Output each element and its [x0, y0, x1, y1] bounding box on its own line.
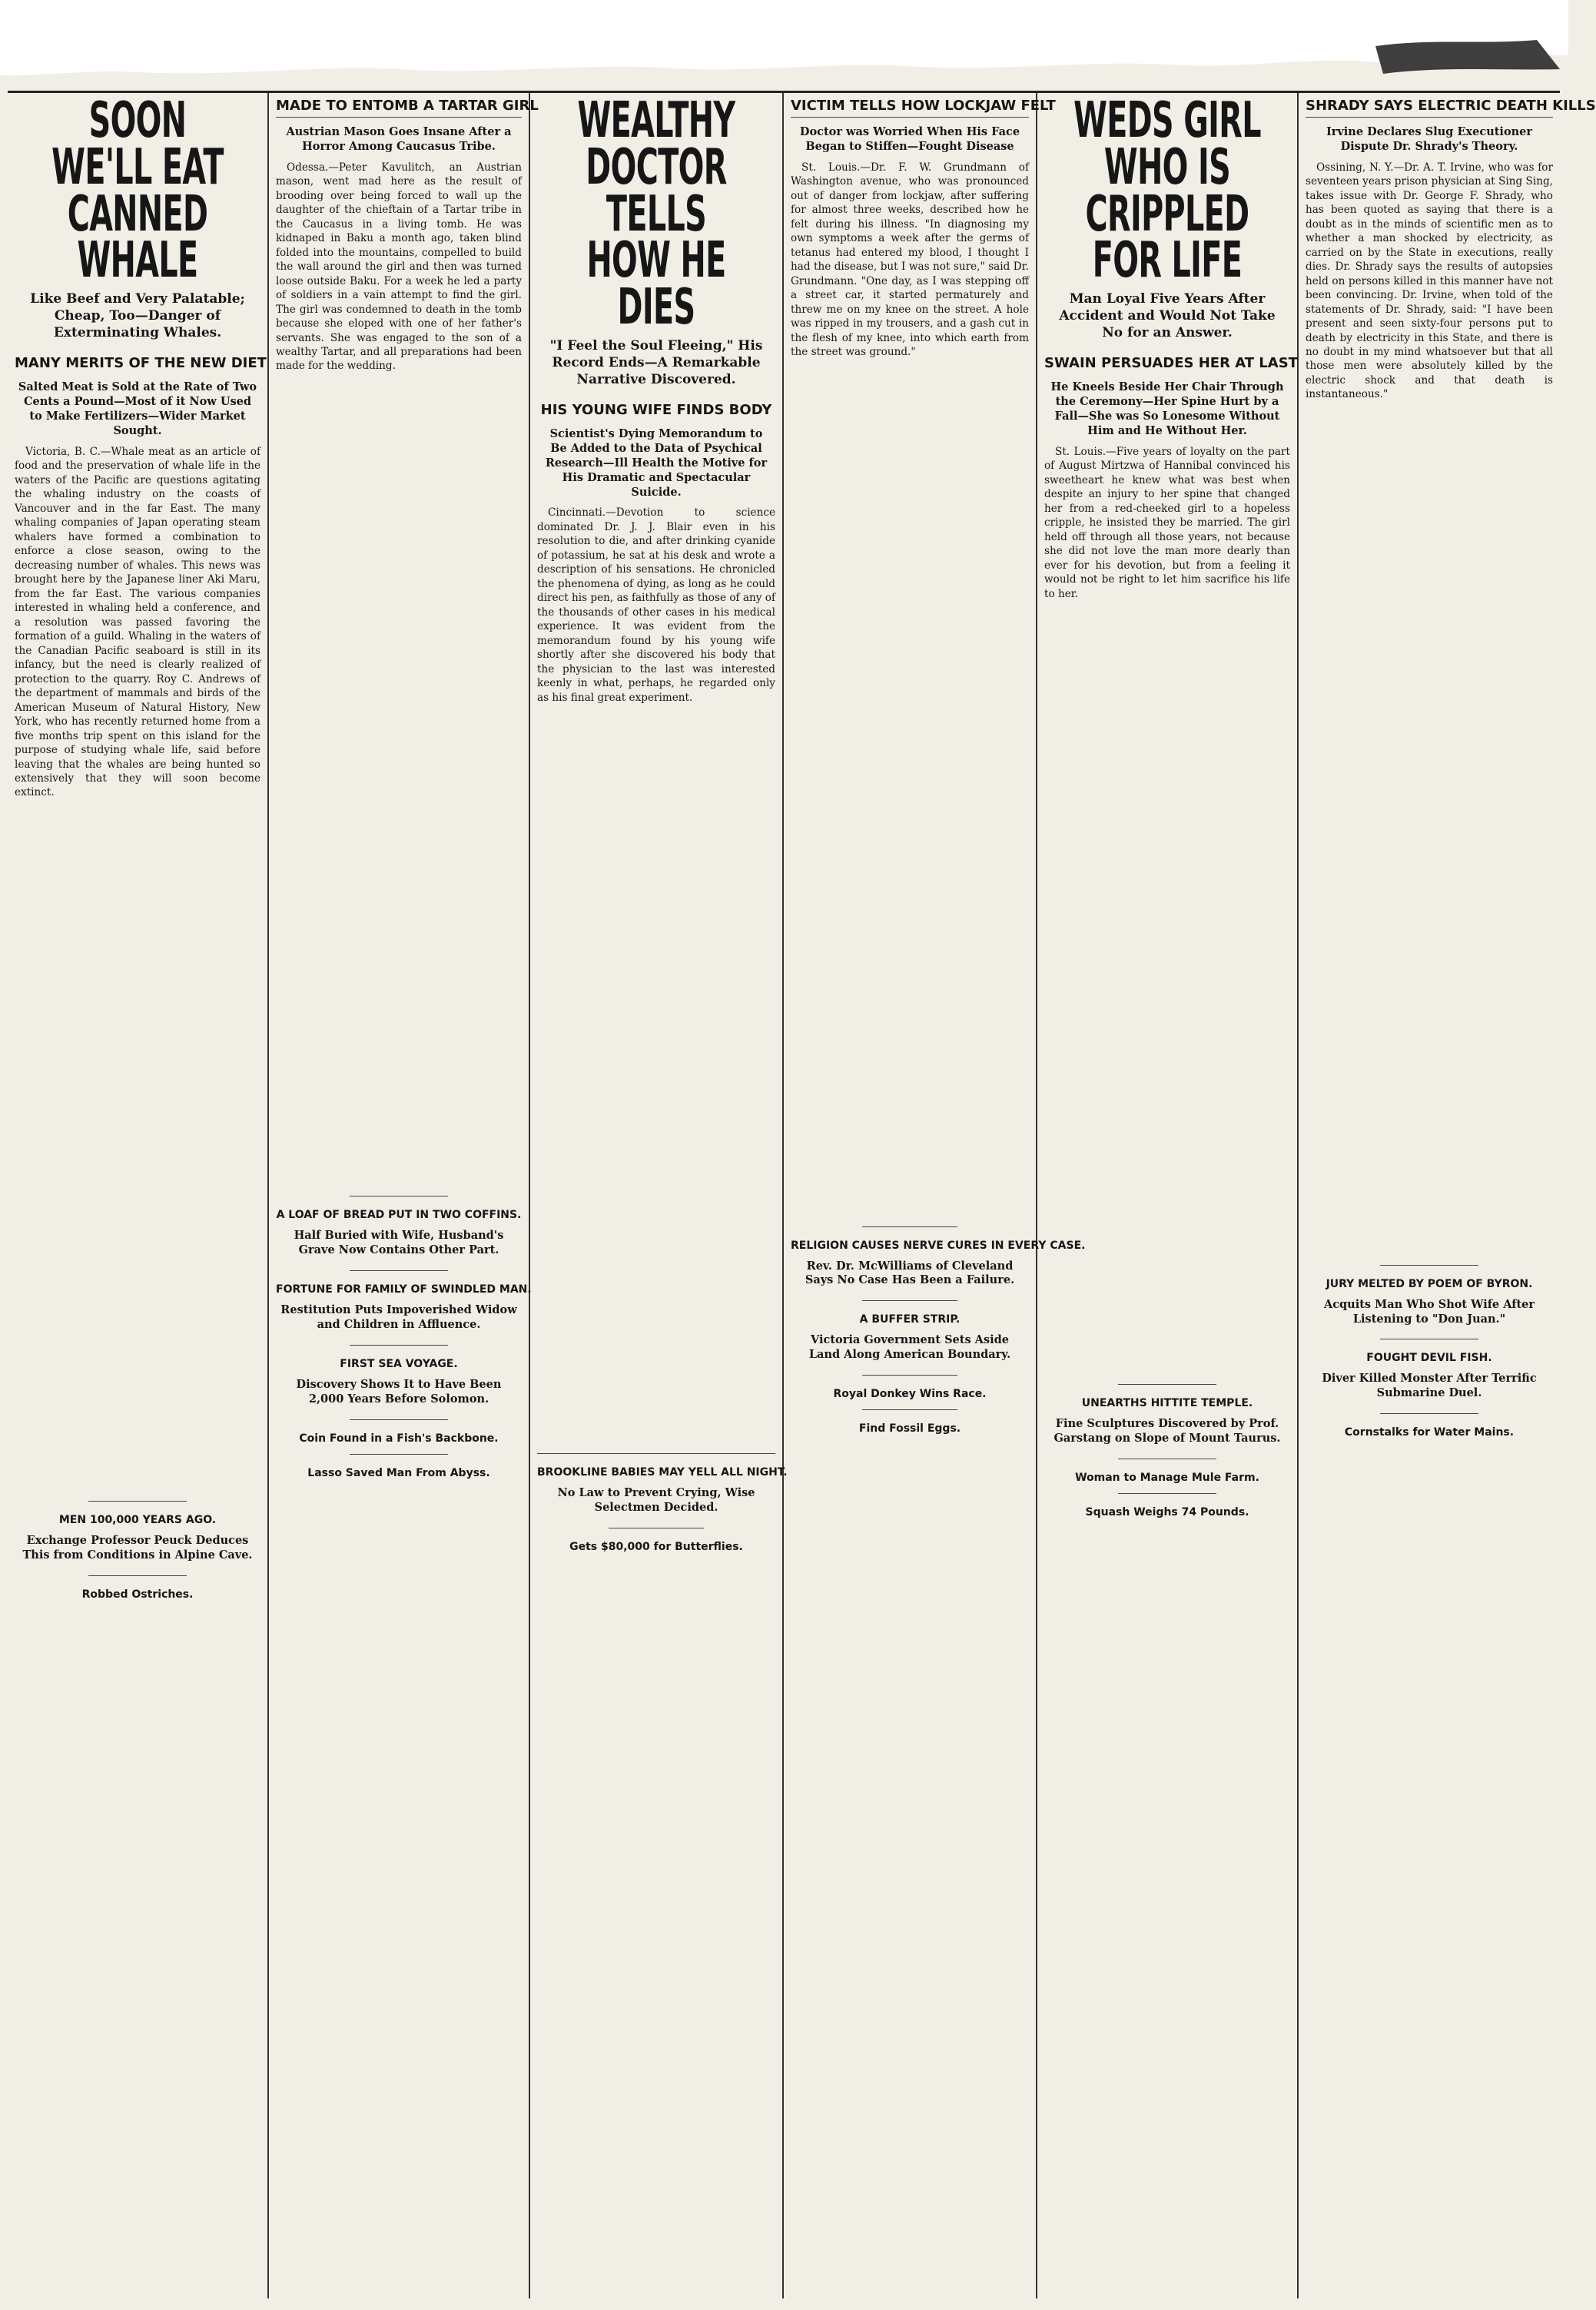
- divider: [350, 1345, 448, 1346]
- deck: Man Loyal Five Years After Accident and Would Not Take No for an Answer.: [1059, 291, 1276, 341]
- deck: Austrian Mason Goes Insane After a Horror Among Caucasus Tribe.: [286, 125, 512, 153]
- headline-tartar-girl: MADE TO ENTOMB A TARTAR GIRL: [276, 98, 522, 118]
- story-title: Gets $80,000 for Butterflies.: [569, 1540, 743, 1553]
- headline-lockjaw: VICTIM TELLS HOW LOCKJAW FELT: [791, 98, 1029, 118]
- divider: [350, 1270, 448, 1271]
- deck: Irvine Declares Slug Executioner Dispute Dr. Shrady's Theory.: [1326, 125, 1533, 153]
- story-title: MEN 100,000 YEARS AGO.: [58, 1514, 217, 1527]
- headline-electric-death: SHRADY SAYS ELECTRIC DEATH KILLS: [1306, 98, 1553, 118]
- story-title: RELIGION CAUSES NERVE CURES IN EVERY CASE.: [791, 1239, 1086, 1252]
- story-deck: Exchange Professor Peuck Deduces This from Conditions in Alpine Cave.: [22, 1534, 253, 1562]
- column-3: [530, 92, 788, 2298]
- story-title: FIRST SEA VOYAGE.: [340, 1357, 458, 1370]
- story-deck: Acquits Man Who Shot Wife After Listening to "Don Juan.": [1323, 1297, 1535, 1326]
- divider: [537, 1453, 775, 1454]
- divider: [88, 1501, 187, 1502]
- article-body: Ossining, N. Y.—Dr. A. T. Irvine, who was for seventeen years prison physician at Sing Sing, takes issue with Dr. George F. Shrady, who has been quoted as saying that there is a doubt as in the minds of scientific men as to whether a man shocked by electricity, as carried on by the State in executions, really dies. Dr. Shrady says the results of autopsies held on persons killed in this manner have not been convincing. Dr. Irvine, when told of the statements of Dr. Shrady, said: "I have been present and seen sixty-four persons put to death by electricity in this State, and there is no doubt in my mind whatsoever but that all those men were absolutely killed by the electric shock and that death is instantaneous.": [1306, 161, 1553, 401]
- story-title: FOUGHT DEVIL FISH.: [1366, 1352, 1492, 1365]
- story-deck: Rev. Dr. McWilliams of Cleveland Says No Case Has Been a Failure.: [805, 1259, 1015, 1287]
- deck-secondary: Salted Meat is Sold at the Rate of Two Cents a Pound—Most of it Now Used to Make Fertilizers—Wider Market Sought.: [18, 380, 257, 437]
- divider: [350, 1419, 448, 1420]
- story-title: JURY MELTED BY POEM OF BYRON.: [1326, 1277, 1533, 1290]
- deck: Like Beef and Very Palatable; Cheap, Too—Danger of Exterminating Whales.: [30, 291, 245, 341]
- column-2: [269, 93, 539, 2298]
- article-body: Cincinnati.—Devotion to science dominated Dr. J. J. Blair even in his resolution to die, and after drinking cyanide of potassium, he sat at his desk and wrote a description of his sensations. He chronicled the phenomena of dying, as long as he could direct his pen, as faithfully as those of any of the thousands of other cases in his medical experience. It was evident from the memorandum found by his young wife shortly after she discovered his body that the physician to the last was interested keenly in what, perhaps, he regarded only as his final great experiment.: [537, 506, 775, 704]
- story-title: A BUFFER STRIP.: [859, 1313, 961, 1326]
- divider: [862, 1300, 957, 1301]
- story-deck: Half Buried with Wife, Husband's Grave Now Contains Other Part.: [294, 1229, 504, 1257]
- deck: "I Feel the Soul Fleeing," His Record Ends—A Remarkable Narrative Discovered.: [549, 337, 763, 388]
- story-title: Coin Found in a Fish's Backbone.: [299, 1432, 499, 1445]
- story-deck: Restitution Puts Impoverished Widow and Children in Affluence.: [280, 1303, 517, 1331]
- story-deck: Fine Sculptures Discovered by Prof. Garstang on Slope of Mount Taurus.: [1053, 1417, 1281, 1445]
- deck-secondary: Scientist's Dying Memorandum to Be Added to the Data of Psychical Research—Ill Health the Motive for His Dramatic and Spectacular Suicide.: [545, 427, 768, 499]
- story-deck: Discovery Shows It to Have Been 2,000 Years Before Solomon.: [296, 1377, 502, 1406]
- subhead: SWAIN PERSUADES HER AT LAST: [1044, 355, 1298, 372]
- story-deck: Victoria Government Sets Aside Land Along American Boundary.: [808, 1333, 1011, 1362]
- story-title: Lasso Saved Man From Abyss.: [307, 1466, 490, 1479]
- story-title: FORTUNE FOR FAMILY OF SWINDLED MAN.: [276, 1283, 532, 1296]
- divider: [862, 1409, 957, 1410]
- story-deck: Diver Killed Monster After Terrific Submarine Duel.: [1322, 1372, 1537, 1400]
- headline-weds-girl: WEDS GIRL WHO IS CRIPPLED FOR LIFE: [1073, 92, 1261, 290]
- headline-wealthy-doctor: WEALTHY DOCTOR TELLS HOW HE DIES: [577, 92, 735, 337]
- story-title: Royal Donkey Wins Race.: [833, 1387, 987, 1400]
- divider: [1380, 1413, 1479, 1414]
- deck-secondary: He Kneels Beside Her Chair Through the Ceremony—Her Spine Hurt by a Fall—She was So Lonesome Without Him and He Without Her.: [1050, 380, 1284, 437]
- story-title: Woman to Manage Mule Farm.: [1075, 1471, 1259, 1484]
- torn-masthead-edge: [0, 0, 1568, 92]
- article-body: Victoria, B. C.—Whale meat as an article of food and the preservation of whale life in the waters of the Pacific are questions agitating the whaling industry on the coasts of Vancouver and in the far East. The many whaling companies of Japan operating steam whalers have formed a combination to enforce a close season, owing to the decreasing number of whales. This news was brought here by the Japanese liner Aki Maru, from the far East. The various companies interested in whaling held a conference, and a resolution was passed favoring the formation of a guild. Whaling in the waters of the Canadian Pacific seaboard is still in its infancy, but the need is clearly realized of protection to the quarry. Roy C. Andrews of the department of mammals and birds of the American Museum of Natural History, New York, who has recently returned home from a five months trip spent on this island for the purpose of studying whale life, said before leaving that the whales are being hunted so extensively that they will soon become extinct.: [15, 445, 260, 799]
- newspaper-page: [8, 91, 1596, 2298]
- story-title: BROOKLINE BABIES MAY YELL ALL NIGHT.: [537, 1466, 788, 1479]
- article-body: Odessa.—Peter Kavulitch, an Austrian mason, went mad here as the result of brooding over being forced to wall up the daughter of the chieftain of a Tartar tribe in the Caucasus in a living tomb. He was kidnaped in Baku a month ago, taken blind folded into the mountains, compelled to build the wall around the girl and then was turned loose outside Baku. For a week he led a party of soldiers in a vain attempt to find the girl. The girl was condemned to death in the tomb because she eloped with one of her father's servants. She was engaged to the son of a wealthy Tartar, and all preparations had been made for the wedding.: [276, 161, 522, 373]
- divider: [862, 1375, 957, 1376]
- column-4: [784, 93, 1086, 2298]
- divider: [88, 1575, 187, 1576]
- divider: [1380, 1265, 1479, 1266]
- headline-canned-whale: SOON WE'LL EAT CANNED WHALE: [51, 92, 224, 290]
- divider: [862, 1226, 957, 1227]
- subhead: MANY MERITS OF THE NEW DIET: [15, 355, 267, 372]
- story-deck: No Law to Prevent Crying, Wise Selectmen Decided.: [557, 1486, 755, 1515]
- story-title: Squash Weighs 74 Pounds.: [1085, 1505, 1249, 1518]
- divider: [1118, 1493, 1216, 1494]
- column-1: [8, 93, 269, 2298]
- article-body: St. Louis.—Five years of loyalty on the part of August Mirtzwa of Hannibal convinced his sweetheart he knew what was best when despite an injury to her spine that changed her from a red-cheeked girl to a hopeless cripple, he insisted they be married. The girl held off through all those years, not because she did not love the man more dearly than ever for his devotion, but from a feeling it would not be right to let him sacrifice his life to her.: [1044, 445, 1290, 600]
- story-title: Robbed Ostriches.: [81, 1588, 194, 1601]
- story-title: A LOAF OF BREAD PUT IN TWO COFFINS.: [276, 1209, 522, 1222]
- story-title: Cornstalks for Water Mains.: [1344, 1426, 1515, 1439]
- article-body: St. Louis.—Dr. F. W. Grundmann of Washington avenue, who was pronounced out of danger from lockjaw, after suffering for almost three weeks, described how he felt during his illness. "In diagnosing my own symptoms a week after the germs of tetanus had entered my blood, I thought I had the disease, but I was not sure," said Dr. Grundmann. "One day, as I was stepping off a street car, it started permaturely and threw me on my knee on the street. A hole was ripped in my trousers, and a gash cut in the flesh of my knee, into which earth from the street was ground.": [791, 161, 1029, 358]
- story-title: Find Fossil Eggs.: [858, 1422, 961, 1435]
- divider: [350, 1454, 448, 1455]
- divider: [1118, 1384, 1216, 1385]
- subhead: HIS YOUNG WIFE FINDS BODY: [540, 402, 772, 419]
- column-5: [1037, 93, 1299, 2298]
- deck: Doctor was Worried When His Face Began to Stiffen—Fought Disease: [799, 125, 1020, 153]
- column-6: [1299, 93, 1596, 2298]
- story-title: UNEARTHS HITTITE TEMPLE.: [1081, 1397, 1253, 1410]
